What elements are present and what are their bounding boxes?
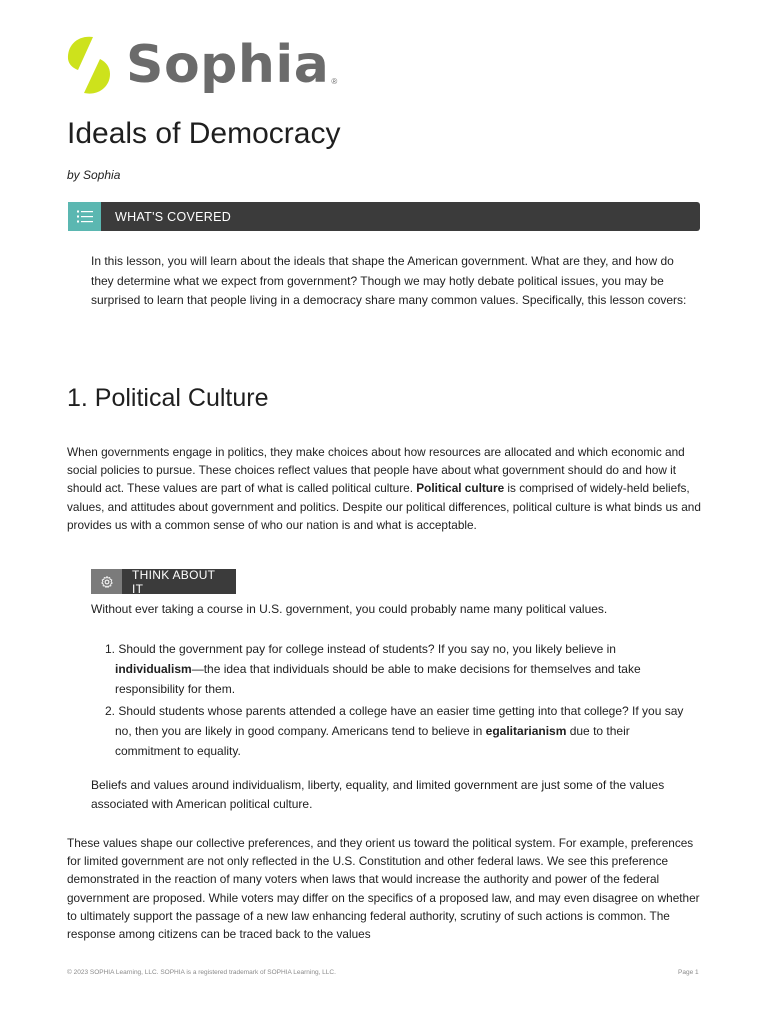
think-about-it-intro: Without ever taking a course in U.S. government, you could probably name many political values.: [91, 602, 608, 616]
whats-covered-label: WHAT'S COVERED: [115, 209, 232, 224]
term-political-culture: Political culture: [416, 481, 505, 496]
document-title: Ideals of Democracy: [67, 117, 341, 150]
sophia-logo-mark-icon: [66, 35, 112, 95]
list-number: 1.: [104, 642, 115, 656]
intro-paragraph: In this lesson, you will learn about the ideals that shape the American government. What are they, and how do they determine what we expect from government? Though we may hotly debate political issues, you may be surprised to learn that people living in a democracy share many common values. Specifically, this lesson covers:: [91, 254, 687, 308]
sophia-wordmark: Sophia: [126, 35, 330, 95]
list-number: 2.: [104, 704, 115, 718]
list-item: [91, 701, 691, 761]
list-icon: [68, 202, 101, 231]
sophia-logo: [66, 34, 337, 96]
political-culture-paragraph: When governments engage in politics, they make choices about how resources are allocated and which economic and social policies to pursue. These choices reflect values that people have about what government should do and how it should act. These values are part of what is called political culture. Political culture is comprised of widely-held beliefs, values, and attitudes about government and politics. Despite our political differences, political culture is what binds us and provides us with a common sense of who our nation is and what is acceptable.: [67, 445, 701, 532]
footer-copyright: © 2023 SOPHIA Learning, LLC. SOPHIA is a registered trademark of SOPHIA Learning, LLC.: [67, 969, 336, 976]
term-individualism: individualism: [115, 662, 192, 676]
whats-covered-header: [68, 202, 700, 231]
beliefs-paragraph: Beliefs and values around individualism, liberty, equality, and limited government are just some of the values associated with American political culture.: [91, 778, 665, 812]
think-about-it-label: THINK ABOUT IT: [122, 569, 236, 594]
gear-icon: [91, 569, 122, 594]
byline: by Sophia: [67, 168, 121, 182]
footer-page-number: Page 1: [678, 969, 699, 976]
political-values-list: [91, 639, 691, 763]
values-paragraph: These values shape our collective preferences, and they orient us toward the political system. For example, preferences for limited government are not only reflected in the U.S. Constitution and other federal laws. We see this preference demonstrated in the reaction of many voters when laws that would increase the authority and power of the federal government are proposed. While voters may differ on the specifics of a proposed law, and may even disagree on whether to ultimately support the passage of a new law enhancing federal authority, scrutiny of such actions is common. The response among citizens can be traced back to the values: [67, 836, 700, 942]
list-item: [91, 639, 691, 699]
list-item-text: Should the government pay for college instead of students? If you say no, you likely believe in individualism—the idea that individuals should be able to make decisions for themselves and take responsibility for them.: [115, 642, 641, 696]
list-item-text: Should students whose parents attended a college have an easier time getting into that college? If you say no, then you are likely in good company. Americans tend to believe in egalitarianism due to their commitment to equality.: [115, 704, 684, 758]
registered-mark: ®: [331, 77, 338, 86]
section-heading-political-culture: 1. Political Culture: [67, 384, 269, 412]
term-egalitarianism: egalitarianism: [485, 724, 567, 738]
think-about-it-header: [91, 569, 236, 594]
